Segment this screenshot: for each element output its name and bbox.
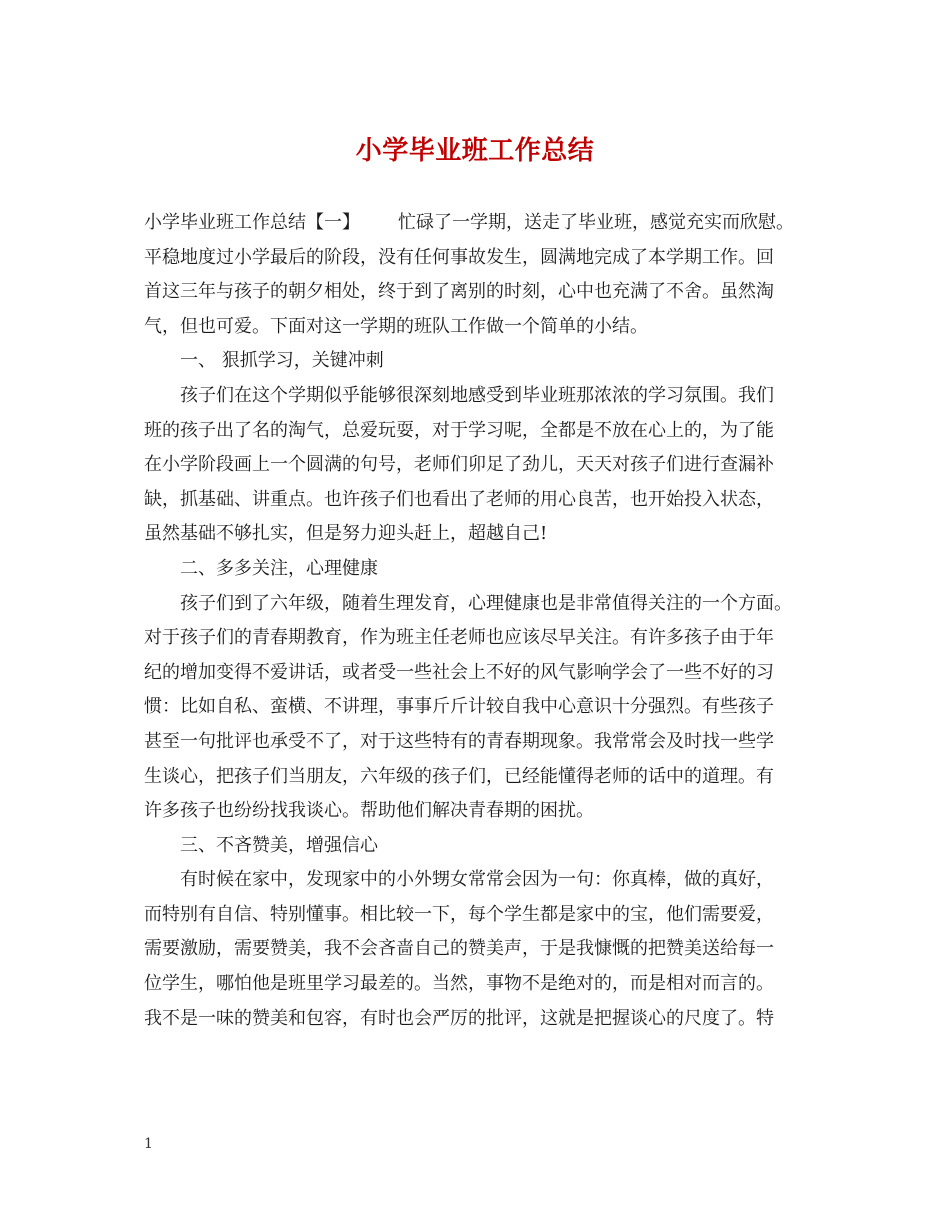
section-heading: 二、多多关注，心理健康 <box>180 557 378 579</box>
paragraph-line: 对于孩子们的青春期教育，作为班主任老师也应该尽早关注。有许多孩子由于年 <box>144 627 774 649</box>
paragraph-line: 平稳地度过小学最后的阶段，没有任何事故发生，圆满地完成了本学期工作。回 <box>144 246 774 268</box>
document-title: 小学毕业班工作总结 <box>355 136 595 166</box>
paragraph-line: 纪的增加变得不爱讲话，或者受一些社会上不好的风气影响学会了一些不好的习 <box>144 661 774 683</box>
page-number: 1 <box>144 1136 153 1152</box>
paragraph-line: 惯：比如自私、蛮横、不讲理，事事斤斤计较自我中心意识十分强烈。有些孩子 <box>144 696 774 718</box>
paragraph-line: 甚至一句批评也承受不了，对于这些特有的青春期现象。我常常会及时找一些学 <box>144 730 774 752</box>
section-heading: 一、 狠抓学习，关键冲刺 <box>180 350 384 372</box>
paragraph-line: 生谈心，把孩子们当朋友，六年级的孩子们，已经能懂得老师的话中的道理。有 <box>144 765 774 787</box>
paragraph-line: 气，但也可爱。下面对这一学期的班队工作做一个简单的小结。 <box>144 315 648 337</box>
paragraph-line: 缺，抓基础、讲重点。也许孩子们也看出了老师的用心良苦，也开始投入状态， <box>144 488 774 510</box>
intro-heading: 小学毕业班工作总结【一】 <box>144 212 360 233</box>
paragraph-line: 孩子们到了六年级，随着生理发育，心理健康也是非常值得关注的一个方面。 <box>180 592 792 614</box>
paragraph-line: 首这三年与孩子的朝夕相处，终于到了离别的时刻，心中也充满了不舍。虽然淘 <box>144 281 774 303</box>
paragraph-line: 有时候在家中，发现家中的小外甥女常常会因为一句：你真棒，做的真好， <box>180 869 774 891</box>
paragraph-line: 许多孩子也纷纷找我谈心。帮助他们解决青春期的困扰。 <box>144 800 594 822</box>
paragraph-line: 需要激励，需要赞美，我不会吝啬自己的赞美声，于是我慷慨的把赞美送给每一 <box>144 938 774 960</box>
paragraph-line: 班的孩子出了名的淘气，总爱玩耍，对于学习呢，全都是不放在心上的，为了能 <box>144 419 774 441</box>
paragraph-line: 在小学阶段画上一个圆满的句号，老师们卯足了劲儿，天天对孩子们进行查漏补 <box>144 454 774 476</box>
paragraph-line: 位学生，哪怕他是班里学习最差的。当然，事物不是绝对的，而是相对而言的。 <box>144 973 774 995</box>
paragraph-line: 虽然基础不够扎实，但是努力迎头赶上，超越自己! <box>144 523 548 545</box>
paragraph-line: 孩子们在这个学期似乎能够很深刻地感受到毕业班那浓浓的学习氛围。我们 <box>180 384 774 406</box>
paragraph-line: 而特别有自信、特别懂事。相比较一下，每个学生都是家中的宝，他们需要爱， <box>144 903 774 925</box>
document-body <box>144 206 809 1036</box>
paragraph-line: 我不是一味的赞美和包容，有时也会严厉的批评，这就是把握谈心的尺度了。特 <box>144 1007 774 1029</box>
section-heading: 三、不吝赞美，增强信心 <box>180 834 378 856</box>
paragraph-line: 小学毕业班工作总结【一】 忙碌了一学期，送走了毕业班，感觉充实而欣慰。 <box>144 212 794 233</box>
